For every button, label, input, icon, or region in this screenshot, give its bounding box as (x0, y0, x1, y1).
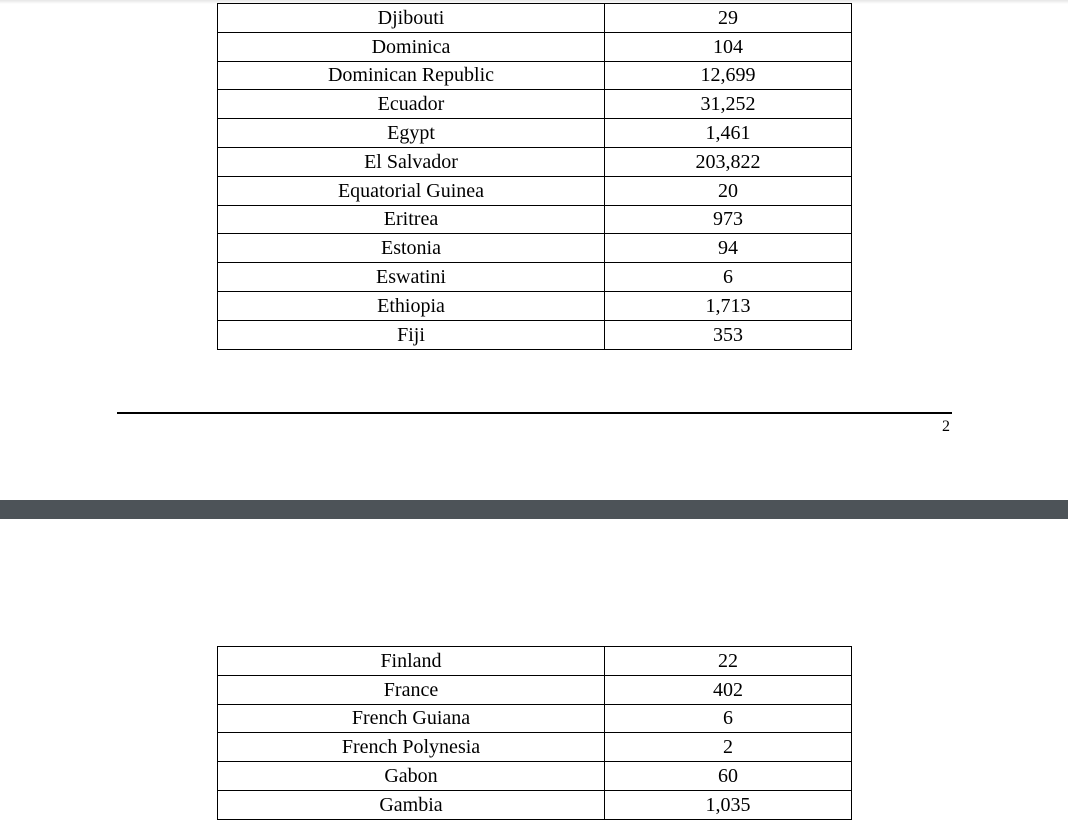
value-cell: 353 (605, 320, 852, 349)
table-row (218, 176, 852, 205)
table-body (218, 4, 852, 350)
page-separator (0, 500, 1068, 519)
table-row (218, 762, 852, 791)
value-cell: 94 (605, 234, 852, 263)
country-cell: French Polynesia (218, 733, 605, 762)
country-cell: Finland (218, 647, 605, 676)
country-cell: Egypt (218, 119, 605, 148)
country-cell: France (218, 675, 605, 704)
table-row (218, 320, 852, 349)
country-cell: Djibouti (218, 4, 605, 33)
table-row (218, 90, 852, 119)
country-cell: Dominican Republic (218, 61, 605, 90)
table-row (218, 263, 852, 292)
value-cell: 1,035 (605, 790, 852, 819)
country-value-table (217, 646, 852, 820)
country-cell: Gambia (218, 790, 605, 819)
value-cell: 6 (605, 704, 852, 733)
table-row (218, 234, 852, 263)
table-row (218, 790, 852, 819)
value-cell: 203,822 (605, 147, 852, 176)
country-cell: Eswatini (218, 263, 605, 292)
table-row (218, 61, 852, 90)
page-number: 2 (942, 418, 950, 435)
table-row (218, 147, 852, 176)
value-cell: 402 (605, 675, 852, 704)
country-cell: El Salvador (218, 147, 605, 176)
value-cell: 20 (605, 176, 852, 205)
document-page-3 (0, 519, 1068, 820)
value-cell: 60 (605, 762, 852, 791)
country-value-table (217, 3, 852, 350)
table-row (218, 733, 852, 762)
table-row (218, 205, 852, 234)
country-cell: French Guiana (218, 704, 605, 733)
country-cell: Estonia (218, 234, 605, 263)
table-body (218, 647, 852, 820)
value-cell: 31,252 (605, 90, 852, 119)
footer-divider (117, 412, 952, 414)
country-cell: Eritrea (218, 205, 605, 234)
table-row (218, 647, 852, 676)
value-cell: 6 (605, 263, 852, 292)
value-cell: 104 (605, 32, 852, 61)
table-row (218, 32, 852, 61)
table-row (218, 119, 852, 148)
table-row (218, 4, 852, 33)
country-cell: Fiji (218, 320, 605, 349)
value-cell: 1,713 (605, 291, 852, 320)
table-row (218, 291, 852, 320)
country-cell: Gabon (218, 762, 605, 791)
country-cell: Dominica (218, 32, 605, 61)
table-row (218, 704, 852, 733)
value-cell: 973 (605, 205, 852, 234)
value-cell: 1,461 (605, 119, 852, 148)
value-cell: 12,699 (605, 61, 852, 90)
country-cell: Equatorial Guinea (218, 176, 605, 205)
value-cell: 29 (605, 4, 852, 33)
value-cell: 2 (605, 733, 852, 762)
table-row (218, 675, 852, 704)
country-cell: Ethiopia (218, 291, 605, 320)
value-cell: 22 (605, 647, 852, 676)
country-cell: Ecuador (218, 90, 605, 119)
